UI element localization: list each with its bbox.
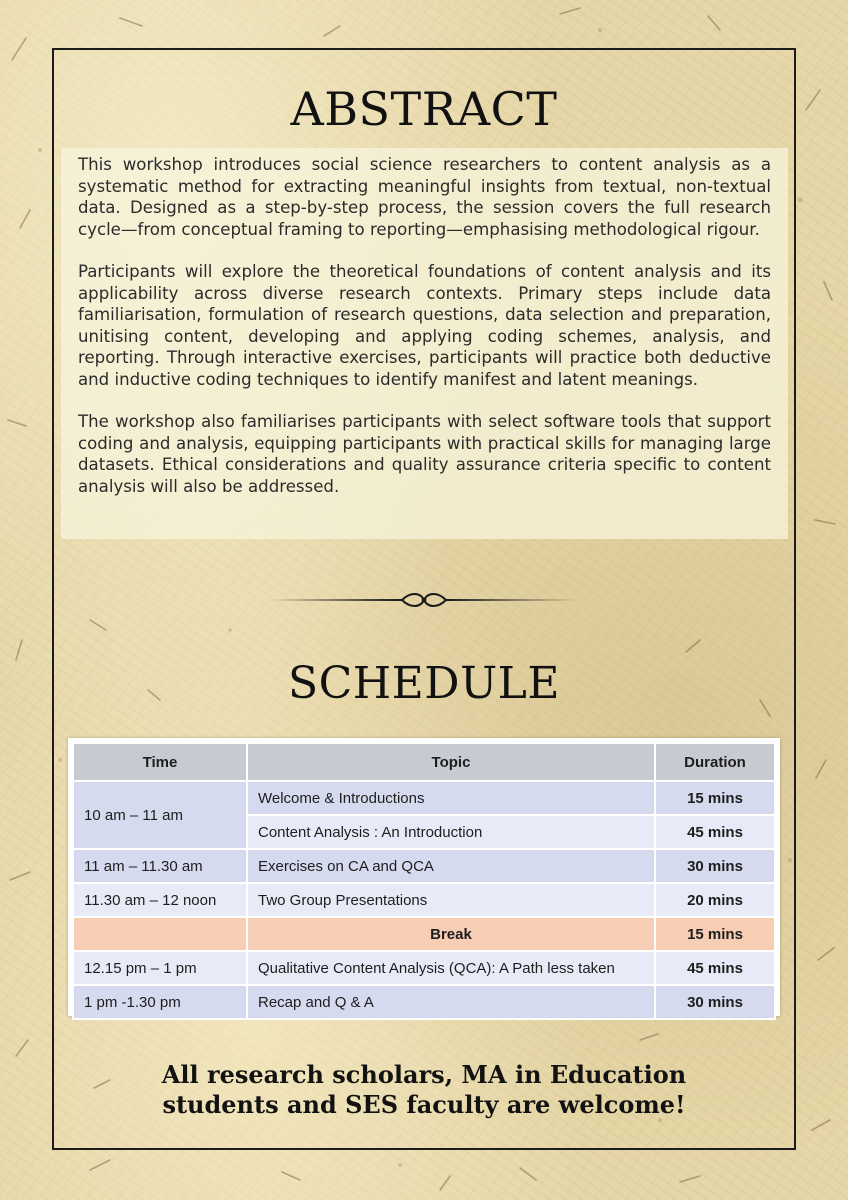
time-cell: 1 pm -1.30 pm <box>73 985 247 1019</box>
time-cell: 10 am – 11 am <box>73 781 247 849</box>
duration-cell: 15 mins <box>655 917 775 951</box>
duration-cell: 20 mins <box>655 883 775 917</box>
table-header-row <box>73 743 775 781</box>
topic-cell: Welcome & Introductions <box>247 781 655 815</box>
time-cell: 12.15 pm – 1 pm <box>73 951 247 985</box>
closing-message <box>0 1060 848 1120</box>
topic-cell: Two Group Presentations <box>247 883 655 917</box>
topic-cell: Qualitative Content Analysis (QCA): A Path less taken <box>247 951 655 985</box>
duration-cell: 30 mins <box>655 849 775 883</box>
schedule-title: SCHEDULE <box>288 658 560 709</box>
topic-cell: Break <box>247 917 655 951</box>
table-row <box>73 883 775 917</box>
ornamental-divider-icon <box>270 588 578 612</box>
duration-cell: 15 mins <box>655 781 775 815</box>
abstract-paragraph: Participants will explore the theoretical foundations of content analysis and its applicability across diverse research contexts. Primary steps include data familiarisation, formulation of research questions, data selection and preparation, unitising content, developing and applying coding schemes, analysis, and reporting. Through interactive exercises, participants will practice both deductive and inductive coding techniques to identify manifest and latent meanings. <box>78 262 771 389</box>
table-row <box>73 985 775 1019</box>
duration-cell: 30 mins <box>655 985 775 1019</box>
table-row <box>73 951 775 985</box>
closing-line-2: students and SES faculty are welcome! <box>162 1090 686 1119</box>
topic-cell: Recap and Q & A <box>247 985 655 1019</box>
schedule-table <box>68 738 780 1016</box>
abstract-title: ABSTRACT <box>290 82 558 136</box>
table-row <box>73 781 775 815</box>
abstract-paragraph: The workshop also familiarises participants with select software tools that support coding and analysis, equipping participants with practical skills for managing large datasets. Ethical considerations and quality assurance criteria specific to content analysis will also be addressed. <box>78 412 771 496</box>
time-cell: 11 am – 11.30 am <box>73 849 247 883</box>
topic-cell: Exercises on CA and QCA <box>247 849 655 883</box>
time-cell: 11.30 am – 12 noon <box>73 883 247 917</box>
abstract-box <box>61 148 788 539</box>
duration-cell: 45 mins <box>655 815 775 849</box>
column-header-topic: Topic <box>247 743 655 781</box>
table-row <box>73 849 775 883</box>
time-cell <box>73 917 247 951</box>
column-header-duration: Duration <box>655 743 775 781</box>
duration-cell: 45 mins <box>655 951 775 985</box>
break-row <box>73 917 775 951</box>
closing-line-1: All research scholars, MA in Education <box>161 1060 687 1089</box>
abstract-paragraph: This workshop introduces social science researchers to content analysis as a systematic method for extracting meaningful insights from textual, non-textual data. Designed as a step-by-step process, the session covers the full research cycle—from conceptual framing to reporting—emphasising methodological rigour. <box>78 155 771 239</box>
column-header-time: Time <box>73 743 247 781</box>
topic-cell: Content Analysis : An Introduction <box>247 815 655 849</box>
